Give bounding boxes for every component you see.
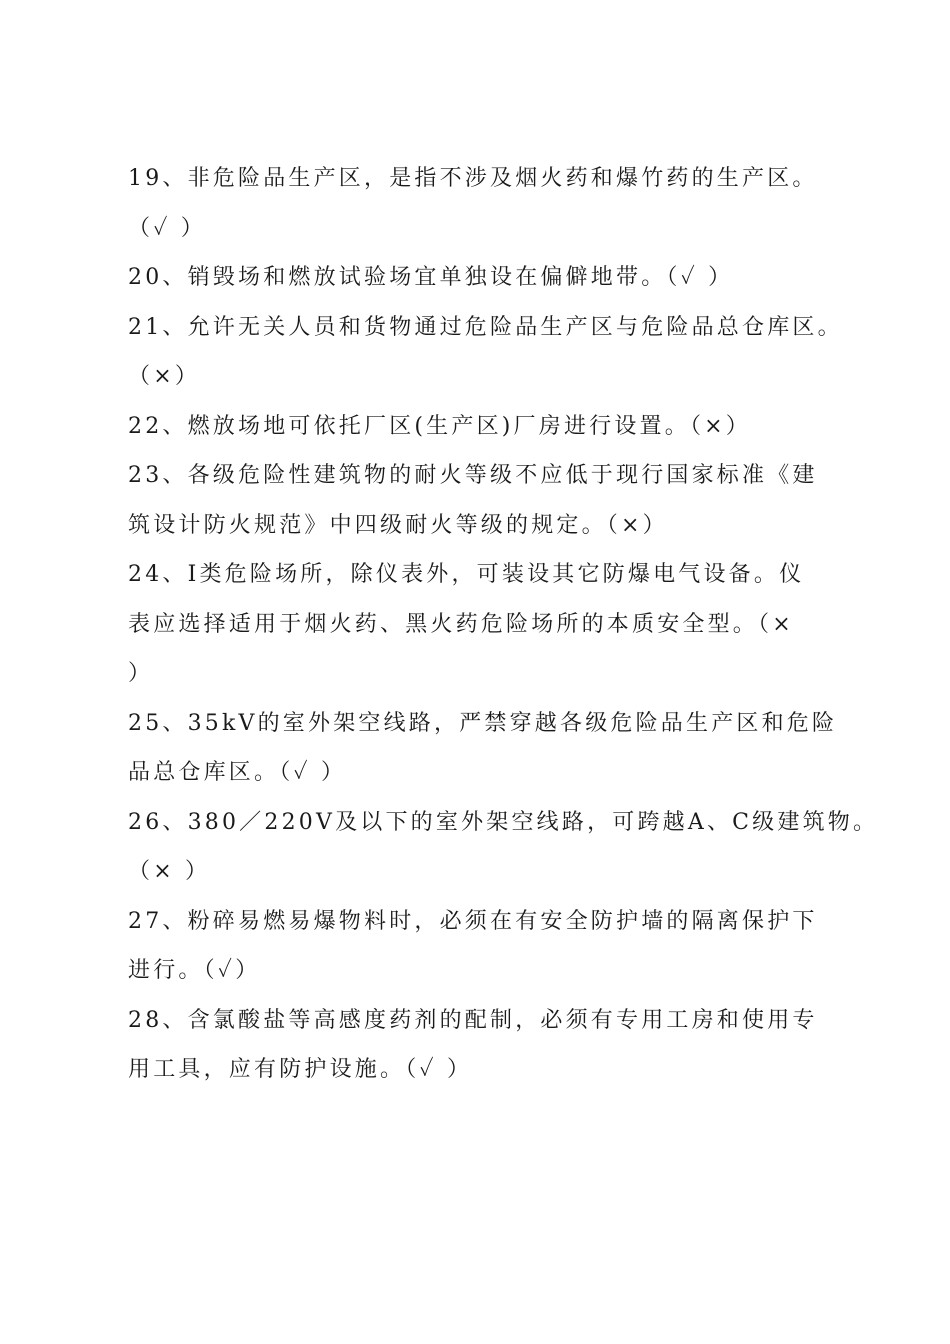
text-line: 22、燃放场地可依托厂区(生产区)厂房进行设置。（×） (128, 413, 751, 439)
text-line: 26、380／220V及以下的室外架空线路，可跨越A、C级建筑物。 (128, 809, 879, 835)
text-line: 表应选择适用于烟火药、黑火药危险场所的本质安全型。（× (128, 611, 794, 637)
text-line: 27、粉碎易燃易爆物料时，必须在有安全防护墙的隔离保护下 (128, 908, 818, 934)
text-line: （× ） (128, 859, 211, 884)
question-list (128, 154, 879, 1095)
text-line: 28、含氯酸盐等高感度药剂的配制，必须有专用工房和使用专 (128, 1007, 818, 1033)
text-line: 20、销毁场和燃放试验场宜单独设在偏僻地带。（✓ ） (128, 265, 734, 290)
text-line: ） (128, 661, 154, 686)
text-line: 用工具，应有防护设施。（✓ ） (128, 1057, 473, 1082)
text-line: 19、非危险品生产区，是指不涉及烟火药和爆竹药的生产区。 (128, 166, 818, 191)
text-line: （×） (128, 364, 201, 389)
text-line: 25、35kV的室外架空线路，严禁穿越各级危险品生产区和危险 (128, 710, 838, 736)
text-line: （✓ ） (128, 215, 206, 241)
text-line: 进行。（✓） (128, 958, 261, 983)
text-line: 23、各级危险性建筑物的耐火等级不应低于现行国家标准《建 (128, 463, 818, 488)
text-line: 品总仓库区。（✓ ） (128, 760, 347, 785)
text-line: 筑设计防火规范》中四级耐火等级的规定。（×） (128, 512, 668, 538)
text-line: 24、Ⅰ类危险场所，除仪表外，可装设其它防爆电气设备。仪 (128, 562, 805, 587)
text-line: 21、允许无关人员和货物通过危险品生产区与危险品总仓库区。 (128, 314, 843, 340)
